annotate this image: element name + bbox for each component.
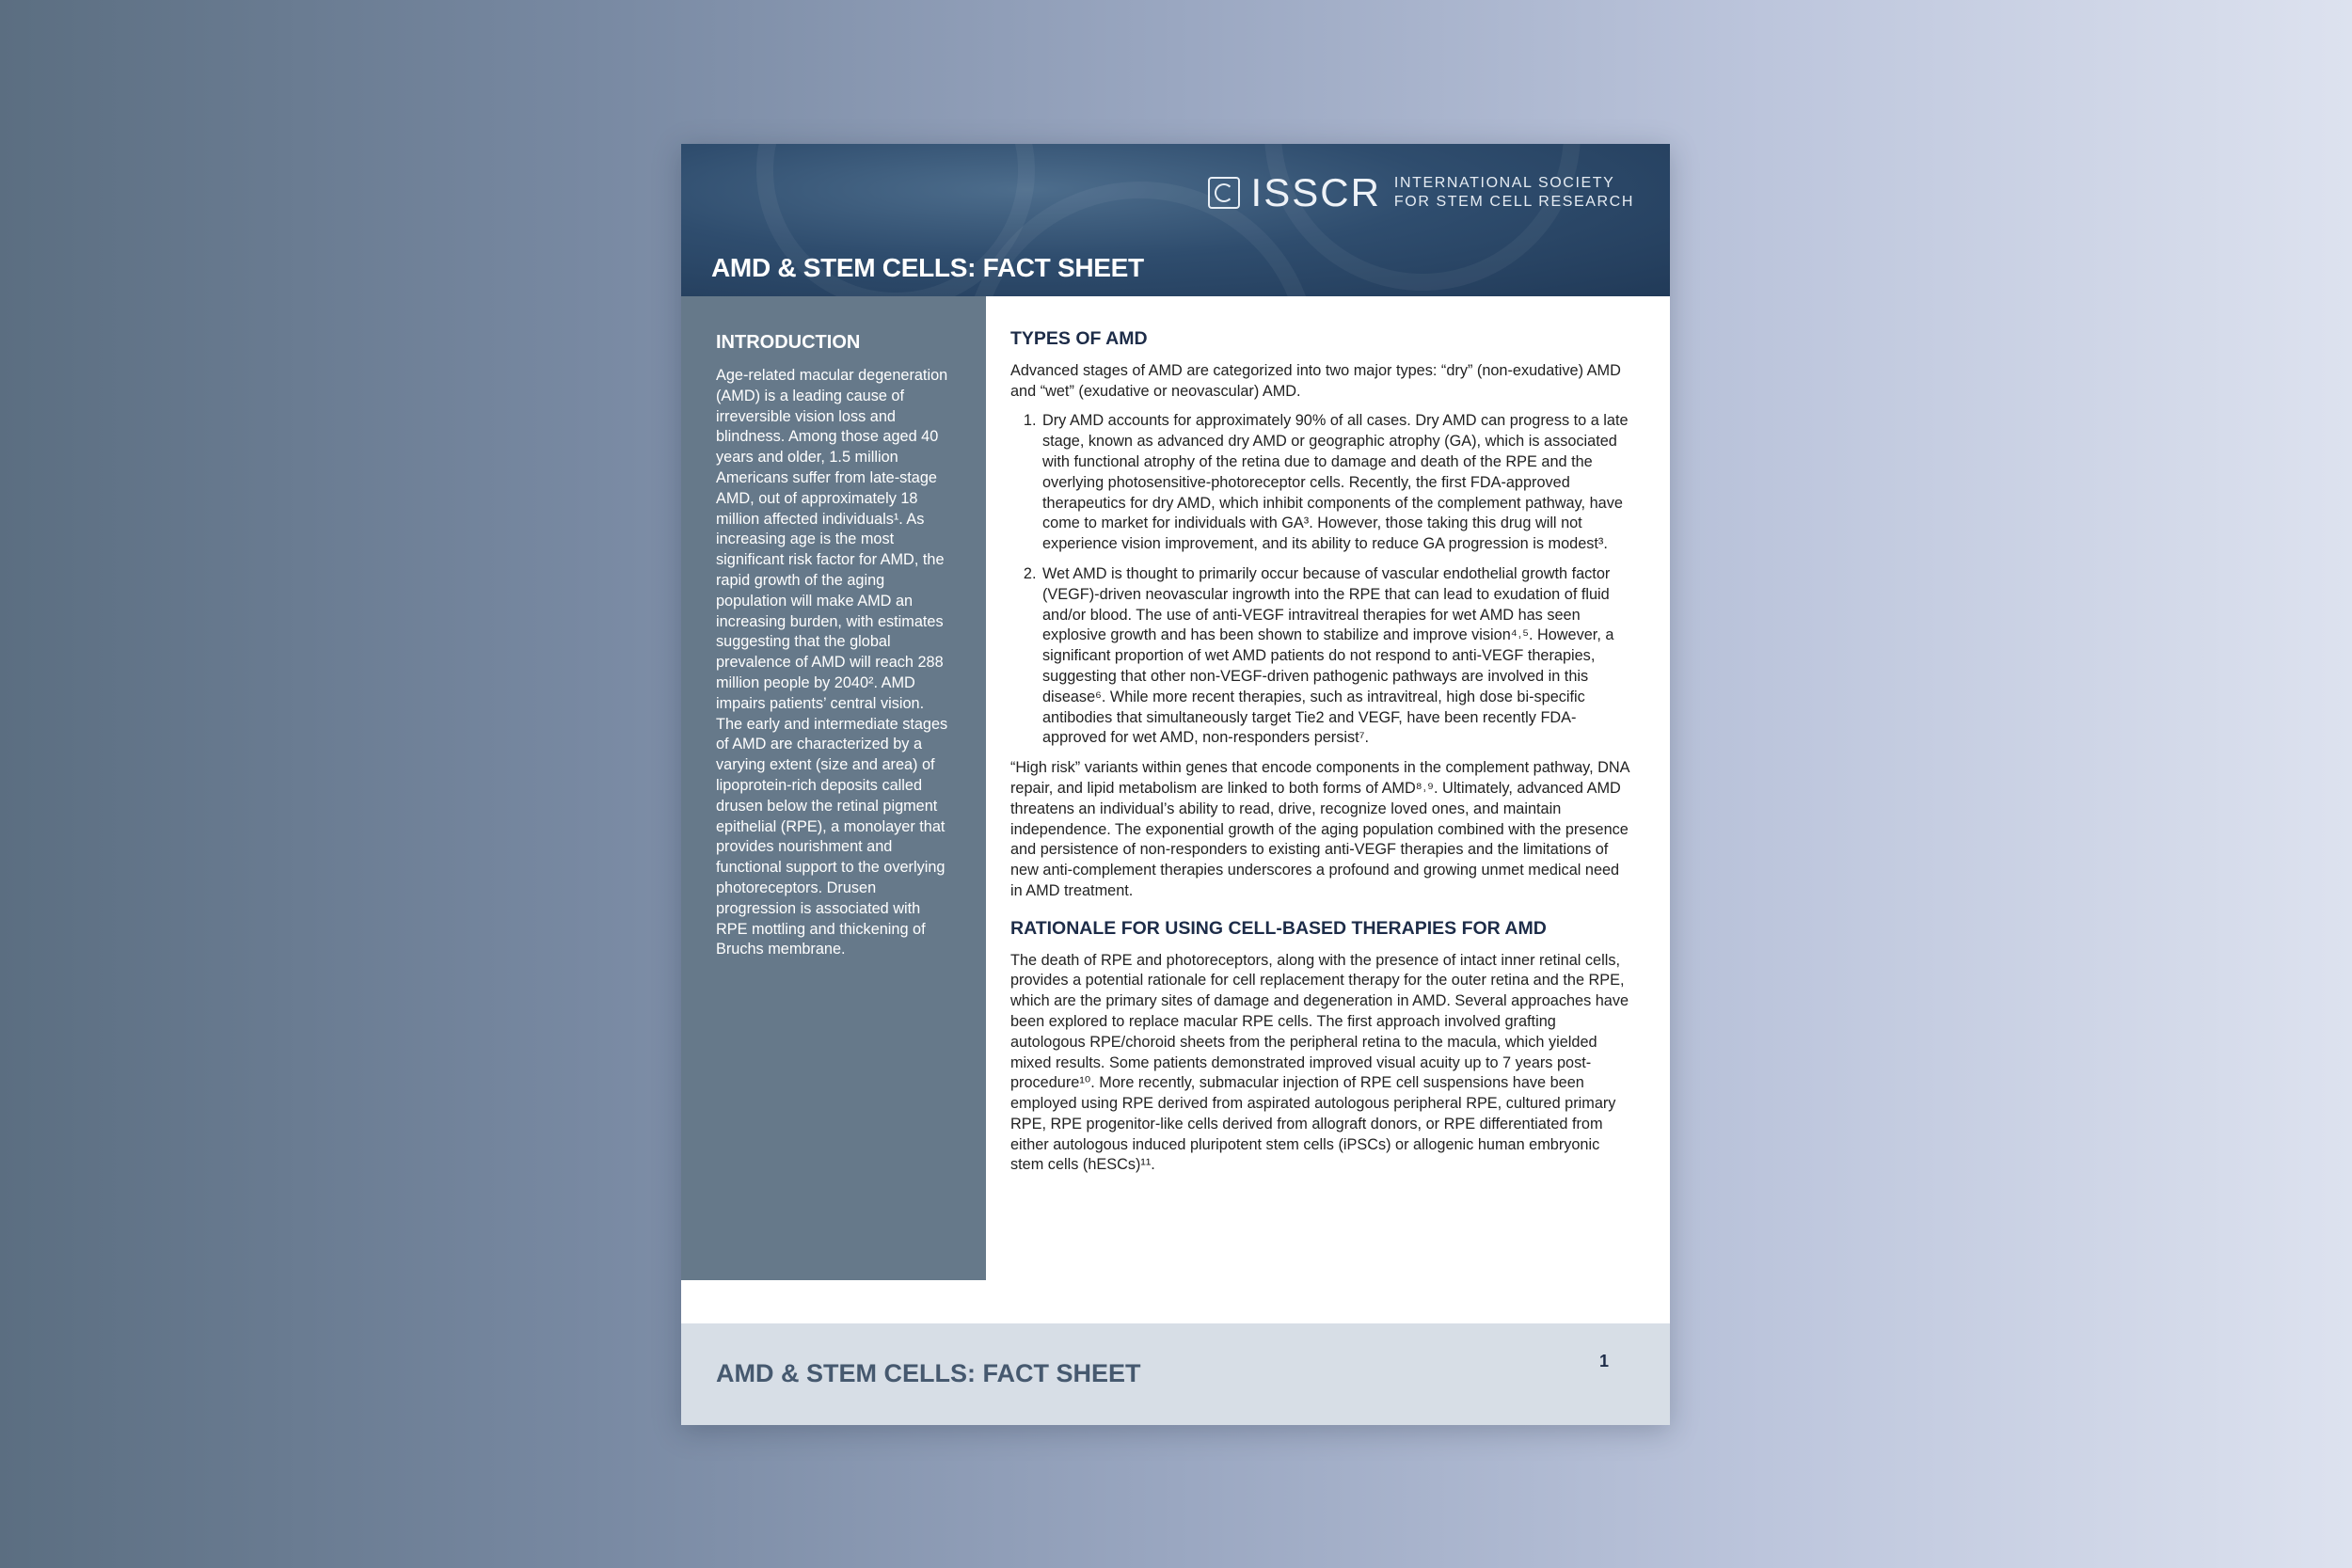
amd-types-list [1010,411,1631,749]
page-header [681,144,1670,296]
logo-subtitle [1394,174,1634,212]
introduction-sidebar [681,296,986,1280]
introduction-body: Age-related macular degeneration (AMD) is a leading cause of irreversible vision loss and blindness. Among those aged 40 years and older, 1.5 million Americans suffer from late-stage AMD, out of approximately 18 million affected individuals¹. As increasing age is the most significant risk factor for AMD, the rapid growth of the aging population will make AMD an increasing burden, with estimates suggesting that the global prevalence of AMD will reach 288 million people by 2040². AMD impairs patients’ central vision. The early and intermediate stages of AMD are characterized by a varying extent (size and area) of lipoprotein-rich deposits called drusen below the retinal pigment epithelial (RPE), a monolayer that provides nourishment and functional support to the overlying photoreceptors. Drusen progression is associated with RPE mottling and thickening of Bruchs membrane. [716,367,948,958]
list-item-wet-amd: 2. Wet AMD is thought to primarily occur because of vascular endothelial growth factor (VEGF)-driven neovascular ingrowth into the RPE that can lead to exudation of fluid and/or blood. The use of anti-VEGF intravitreal therapies for wet AMD has seen explosive growth and has been shown to stabilize and improve vision⁴˒⁵. However, a significant proportion of wet AMD patients do not respond to anti-VEGF therapies, suggesting that other non-VEGF-driven pathogenic pathways are involved in this disease⁶. While more recent therapies, such as intravitreal, high dose bi-specific antibodies that simultaneously target Tie2 and VEGF, have been recently FDA-approved for wet AMD, non-responders persist⁷. [1041,564,1631,749]
high-risk-paragraph: “High risk” variants within genes that encode components in the complement pathway, DNA repair, and lipid metabolism are linked to both forms of AMD⁸˒⁹. Ultimately, advanced AMD threatens an individual’s ability to read, drive, recognize loved ones, and maintain independence. The exponential growth of the aging population combined with the presence and persistence of non-responders to existing anti-VEGF therapies and the limitations of new anti-complement therapies underscores a profound and growing unmet medical need in AMD treatment. [1010,759,1629,899]
page-footer [681,1323,1670,1425]
types-intro: Advanced stages of AMD are categorized into two major types: “dry” (non-exudative) AMD and “wet” (exudative or neovascular) AMD. [1010,361,1621,400]
rationale-paragraph: The death of RPE and photoreceptors, along with the presence of intact inner retinal cells, provides a potential rationale for cell replacement therapy for the outer retina and the RPE, which are the primary sites of damage and degeneration in AMD. Several approaches have been explored to replace macular RPE cells. The first approach involved grafting autologous RPE/choroid sheets from the peripheral retina to the macula, which yielded mixed results. Some patients demonstrated improved visual acuity up to 7 years post-procedure¹⁰. More recently, submacular injection of RPE cell suspensions have been employed using RPE derived from aspirated autologous peripheral RPE, cultured primary RPE, RPE progenitor-like cells derived from allograft donors, or RPE differentiated from either autologous induced pluripotent stem cells (iPSCs) or allogenic human embryonic stem cells (hESCs)¹¹. [1010,951,1629,1174]
footer-title: AMD & STEM CELLS: FACT SHEET [716,1359,1141,1387]
fact-sheet-page [681,144,1670,1425]
isscr-logo-icon [1208,177,1240,209]
logo-subtitle-line-1: INTERNATIONAL SOCIETY [1393,175,1615,191]
isscr-logo [1208,170,1634,215]
page-title: AMD & STEM CELLS: FACT SHEET [711,253,1144,282]
logo-wordmark: ISSCR [1250,170,1381,214]
main-content [1010,329,1631,1185]
page-number: 1 [1599,1352,1610,1370]
logo-subtitle-line-2: FOR STEM CELL RESEARCH [1393,194,1634,210]
rationale-heading: RATIONALE FOR USING CELL-BASED THERAPIES FOR AMD [1010,917,1547,939]
types-heading: TYPES OF AMD [1010,328,1148,349]
introduction-heading: INTRODUCTION [716,332,861,353]
list-item-dry-amd: 1. Dry AMD accounts for approximately 90% of all cases. Dry AMD can progress to a late stage, known as advanced dry AMD or geographic atrophy (GA), which is associated with functional atrophy of the retina due to damage and death of the RPE and the overlying photosensitive-photoreceptor cells. Recently, the first FDA-approved therapeutics for dry AMD, which inhibit components of the complement pathway, have come to market for individuals with GA³. However, those taking this drug will not experience vision improvement, and its ability to reduce GA progression is modest³. [1041,411,1631,555]
